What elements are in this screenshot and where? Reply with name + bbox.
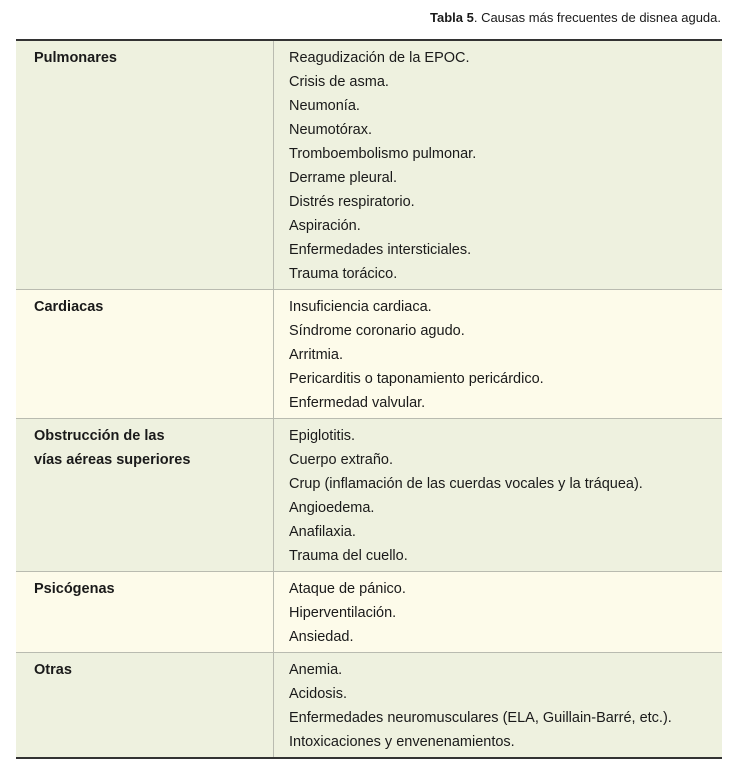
cause-item: Enfermedades neuromusculares (ELA, Guillain-Barré, etc.). (289, 710, 672, 726)
category-cell (16, 653, 274, 759)
cause-item: Arritmia. (289, 347, 343, 363)
table-row (16, 572, 722, 653)
cause-item: Epiglotitis. (289, 428, 356, 444)
cause-item: Aspiración. (289, 218, 361, 234)
cause-item: Anemia. (289, 662, 343, 678)
causes-cell (274, 290, 723, 419)
cause-item: Acidosis. (289, 686, 348, 702)
causes-table (16, 39, 722, 759)
caption-text: . Causas más frecuentes de disnea aguda. (473, 10, 721, 25)
category-cell (16, 40, 274, 290)
cause-item: Derrame pleural. (289, 170, 397, 186)
table-row (16, 419, 722, 572)
category-label: Psicógenas (34, 581, 115, 597)
cause-item: Enfermedad valvular. (289, 395, 426, 411)
cause-item: Cuerpo extraño. (289, 452, 393, 468)
category-label: Obstrucción de las (34, 428, 165, 444)
table-caption (430, 10, 721, 25)
cause-item: Crisis de asma. (289, 74, 389, 90)
causes-cell (274, 40, 723, 290)
cause-item: Anafilaxia. (289, 524, 356, 540)
table-row (16, 290, 722, 419)
cause-item: Insuficiencia cardiaca. (289, 299, 432, 315)
causes-cell (274, 572, 723, 653)
cause-item: Reagudización de la EPOC. (289, 50, 470, 66)
cause-item: Neumotórax. (289, 122, 373, 138)
cause-item: Pericarditis o taponamiento pericárdico. (289, 371, 544, 387)
cause-item: Ansiedad. (289, 629, 354, 645)
cause-item: Trauma torácico. (289, 266, 398, 282)
caption-label: Tabla 5 (430, 10, 474, 25)
cause-item: Tromboembolismo pulmonar. (289, 146, 477, 162)
table-row (16, 653, 722, 759)
category-cell (16, 419, 274, 572)
cause-item: Síndrome coronario agudo. (289, 323, 465, 339)
category-label: Otras (34, 662, 72, 678)
category-cell (16, 290, 274, 419)
category-cell (16, 572, 274, 653)
cause-item: Intoxicaciones y envenenamientos. (289, 734, 515, 750)
cause-item: Angioedema. (289, 500, 375, 516)
cause-item: Distrés respiratorio. (289, 194, 415, 210)
causes-cell (274, 653, 723, 759)
cause-item: Hiperventilación. (289, 605, 397, 621)
cause-item: Trauma del cuello. (289, 548, 408, 564)
cause-item: Crup (inflamación de las cuerdas vocales y la tráquea). (289, 476, 643, 492)
cause-item: Ataque de pánico. (289, 581, 406, 597)
cause-item: Neumonía. (289, 98, 360, 114)
category-label: Cardiacas (34, 299, 104, 315)
cause-item: Enfermedades intersticiales. (289, 242, 472, 258)
category-label: vías aéreas superiores (34, 452, 191, 468)
causes-cell (274, 419, 723, 572)
table-row (16, 40, 722, 290)
category-label: Pulmonares (34, 50, 117, 66)
